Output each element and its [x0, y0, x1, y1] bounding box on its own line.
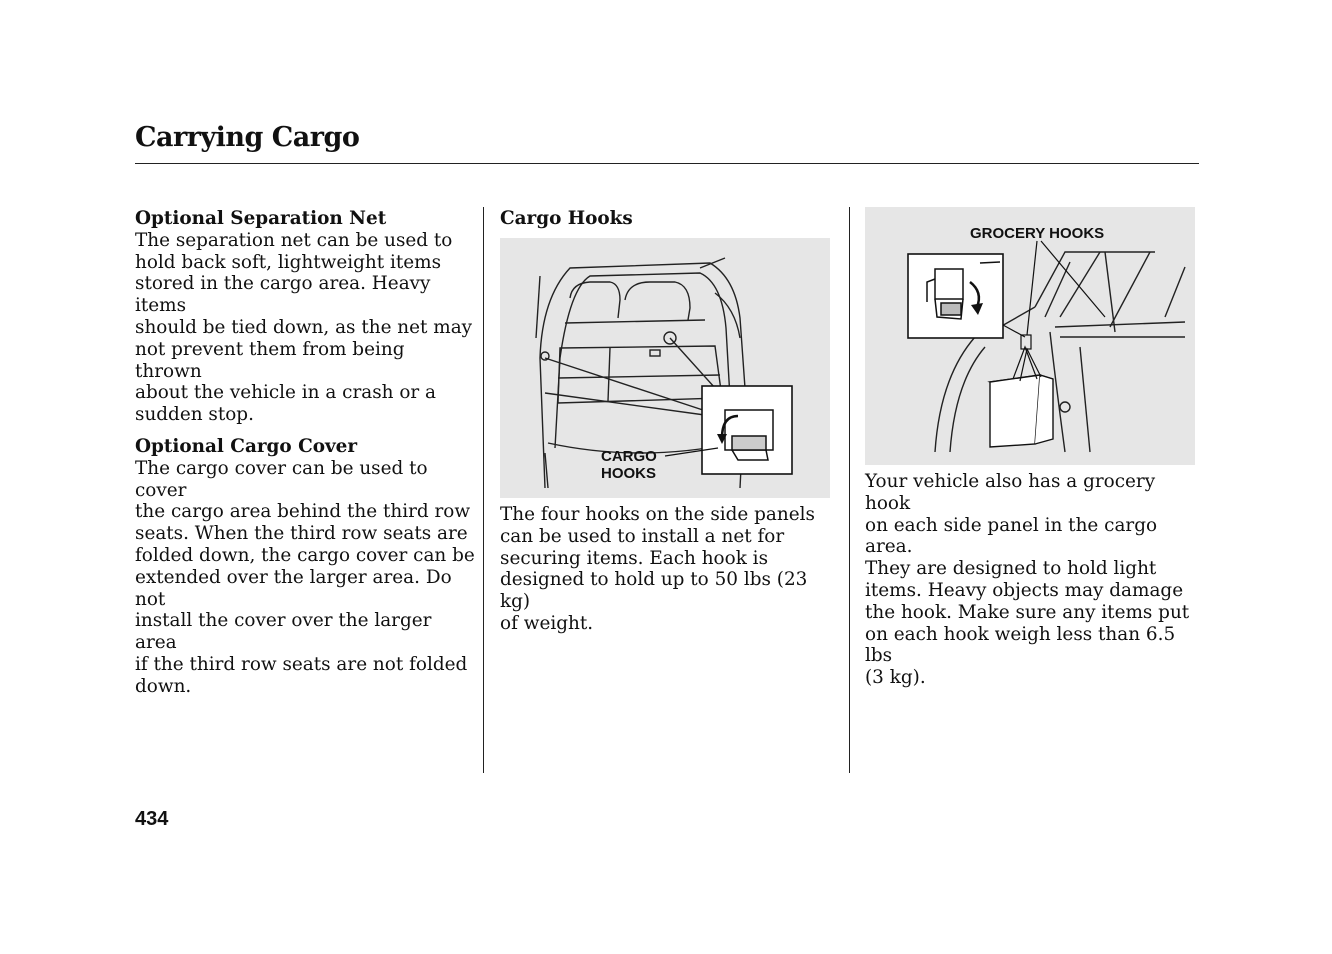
- title-divider: [135, 163, 1199, 164]
- column-middle: [500, 208, 835, 230]
- body-line: Your vehicle also has a grocery hook: [865, 471, 1156, 514]
- body-line: the hook. Make sure any items put: [865, 601, 1190, 623]
- section-heading: Optional Cargo Cover: [135, 435, 358, 457]
- body-line: on each hook weigh less than 6.5 lbs: [865, 623, 1176, 667]
- body-line: seats. When the third row seats are: [135, 523, 468, 545]
- body-line: (3 kg).: [865, 667, 926, 689]
- body-line: items. Heavy objects may damage: [865, 579, 1184, 601]
- body-line: the cargo area behind the third row: [135, 501, 471, 523]
- body-line: securing items. Each hook is: [500, 547, 769, 569]
- body-line: can be used to install a net for: [500, 525, 785, 547]
- body-line: down.: [135, 675, 192, 697]
- body-line: extended over the larger area. Do not: [135, 566, 452, 610]
- body-line: of weight.: [500, 612, 594, 634]
- grocery-hook-drawing: [865, 207, 1195, 465]
- body-line: folded down, the cargo cover can be: [135, 544, 475, 566]
- body-line: stored in the cargo area. Heavy items: [135, 273, 431, 317]
- section-heading-cargo-hooks: Cargo Hooks: [500, 208, 633, 229]
- body-line: hold back soft, lightweight items: [135, 251, 442, 273]
- column-left: [135, 208, 475, 708]
- body-line: The four hooks on the side panels: [500, 504, 815, 525]
- cargo-hooks-label-line2: HOOKS: [601, 465, 657, 482]
- body-line: if the third row seats are not folded: [135, 653, 468, 675]
- body-line: should be tied down, as the net may: [135, 316, 473, 338]
- body-line: They are designed to hold light: [865, 558, 1157, 580]
- section-heading: Optional Separation Net: [135, 208, 387, 229]
- page-number: 434: [135, 808, 169, 830]
- body-line: on each side panel in the cargo area.: [865, 514, 1158, 558]
- body-line: The separation net can be used to: [135, 229, 453, 251]
- grocery-hooks-label: GROCERY HOOKS: [970, 225, 1105, 242]
- cargo-area-drawing: [500, 238, 830, 498]
- section-cargo-cover: [135, 436, 475, 698]
- cargo-hooks-illustration: [500, 238, 830, 498]
- grocery-hooks-paragraph: [865, 471, 1200, 689]
- body-line: designed to hold up to 50 lbs (23 kg): [500, 569, 808, 613]
- section-separation-net: [135, 208, 475, 426]
- cargo-hooks-label-line1: CARGO: [601, 448, 657, 465]
- body-line: install the cover over the larger area: [135, 610, 432, 654]
- body-line: about the vehicle in a crash or a: [135, 382, 437, 404]
- grocery-hooks-illustration: [865, 207, 1195, 465]
- body-line: sudden stop.: [135, 404, 254, 426]
- body-line: The cargo cover can be used to cover: [135, 457, 428, 501]
- column-divider-1: [483, 207, 484, 773]
- page-title: Carrying Cargo: [135, 122, 360, 153]
- cargo-hooks-paragraph: [500, 504, 835, 635]
- column-divider-2: [849, 207, 850, 773]
- body-line: not prevent them from being thrown: [135, 338, 405, 382]
